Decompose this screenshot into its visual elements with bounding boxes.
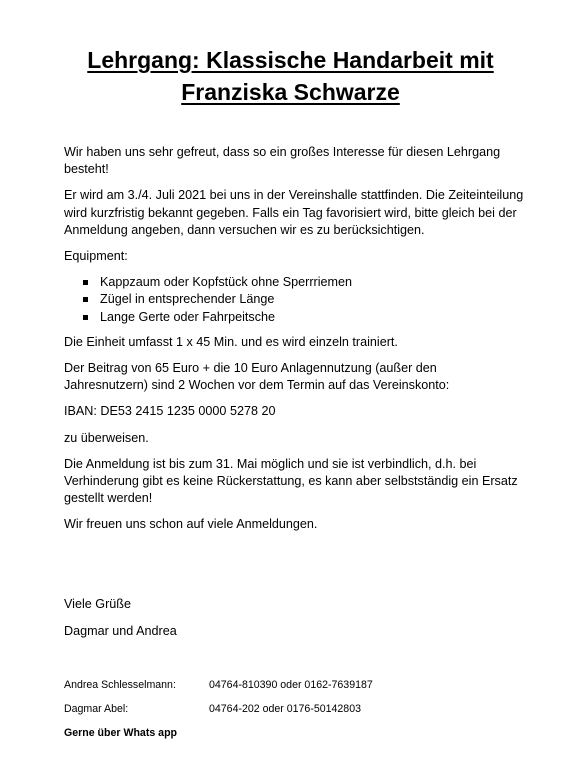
equipment-label: Equipment: [64,249,128,264]
list-item: Lange Gerte oder Fahrpeitsche [100,309,524,326]
contact-name: Andrea Schlesselmann: [64,679,176,691]
equipment-list [64,274,524,326]
contact-block [64,677,373,741]
unit-paragraph: Die Einheit umfasst 1 x 45 Min. und es wird einzeln trainiert. [64,334,398,349]
transfer-line: zu überweisen. [64,430,149,445]
list-item: Kappzaum oder Kopfstück ohne Sperrriemen [100,274,524,291]
whatsapp-note: Gerne über Whats app [64,727,178,739]
closing-paragraph: Wir freuen uns schon auf viele Anmeldungen. [64,517,318,532]
contact-row [64,677,373,701]
registration-paragraph: Die Anmeldung ist bis zum 31. Mai möglich und sie ist verbindlich, d.h. bei Verhinderung gibt es keine Rückerstattung, es kann aber selbstständig ein Ersatz gestellt werden! [64,456,518,506]
contact-name: Dagmar Abel: [64,703,129,715]
iban-line: IBAN: DE53 2415 1235 0000 5278 20 [64,404,276,419]
contact-row [64,701,373,725]
intro-paragraph: Wir haben uns sehr gefreut, dass so ein großes Interesse für diesen Lehrgang besteht! [64,145,501,177]
contact-phone: 04764-810390 oder 0162-7639187 [209,679,373,691]
document-title: Lehrgang: Klassische Handarbeit mit Franziska Schwarze [87,47,494,105]
document-body [64,144,524,543]
list-item: Zügel in entsprechender Länge [100,291,524,308]
signoff [64,596,177,650]
signatories: Dagmar und Andrea [64,624,177,638]
fee-paragraph: Der Beitrag von 65 Euro + die 10 Euro Anlagennutzung (außer den Jahresnutzern) sind 2 Wochen vor dem Termin auf das Vereinskonto: [64,361,450,393]
date-paragraph: Er wird am 3./4. Juli 2021 bei uns in der Vereinshalle stattfinden. Die Zeiteinteilung wird kurzfristig bekannt gegeben. Falls ein Tag favorisiert wird, bitte gleich bei der Anmeldung angeben, dann versuchen wir es zu berücksichtigen. [64,188,524,237]
contact-phone: 04764-202 oder 0176-50142803 [209,703,361,715]
greeting: Viele Grüße [64,597,131,611]
